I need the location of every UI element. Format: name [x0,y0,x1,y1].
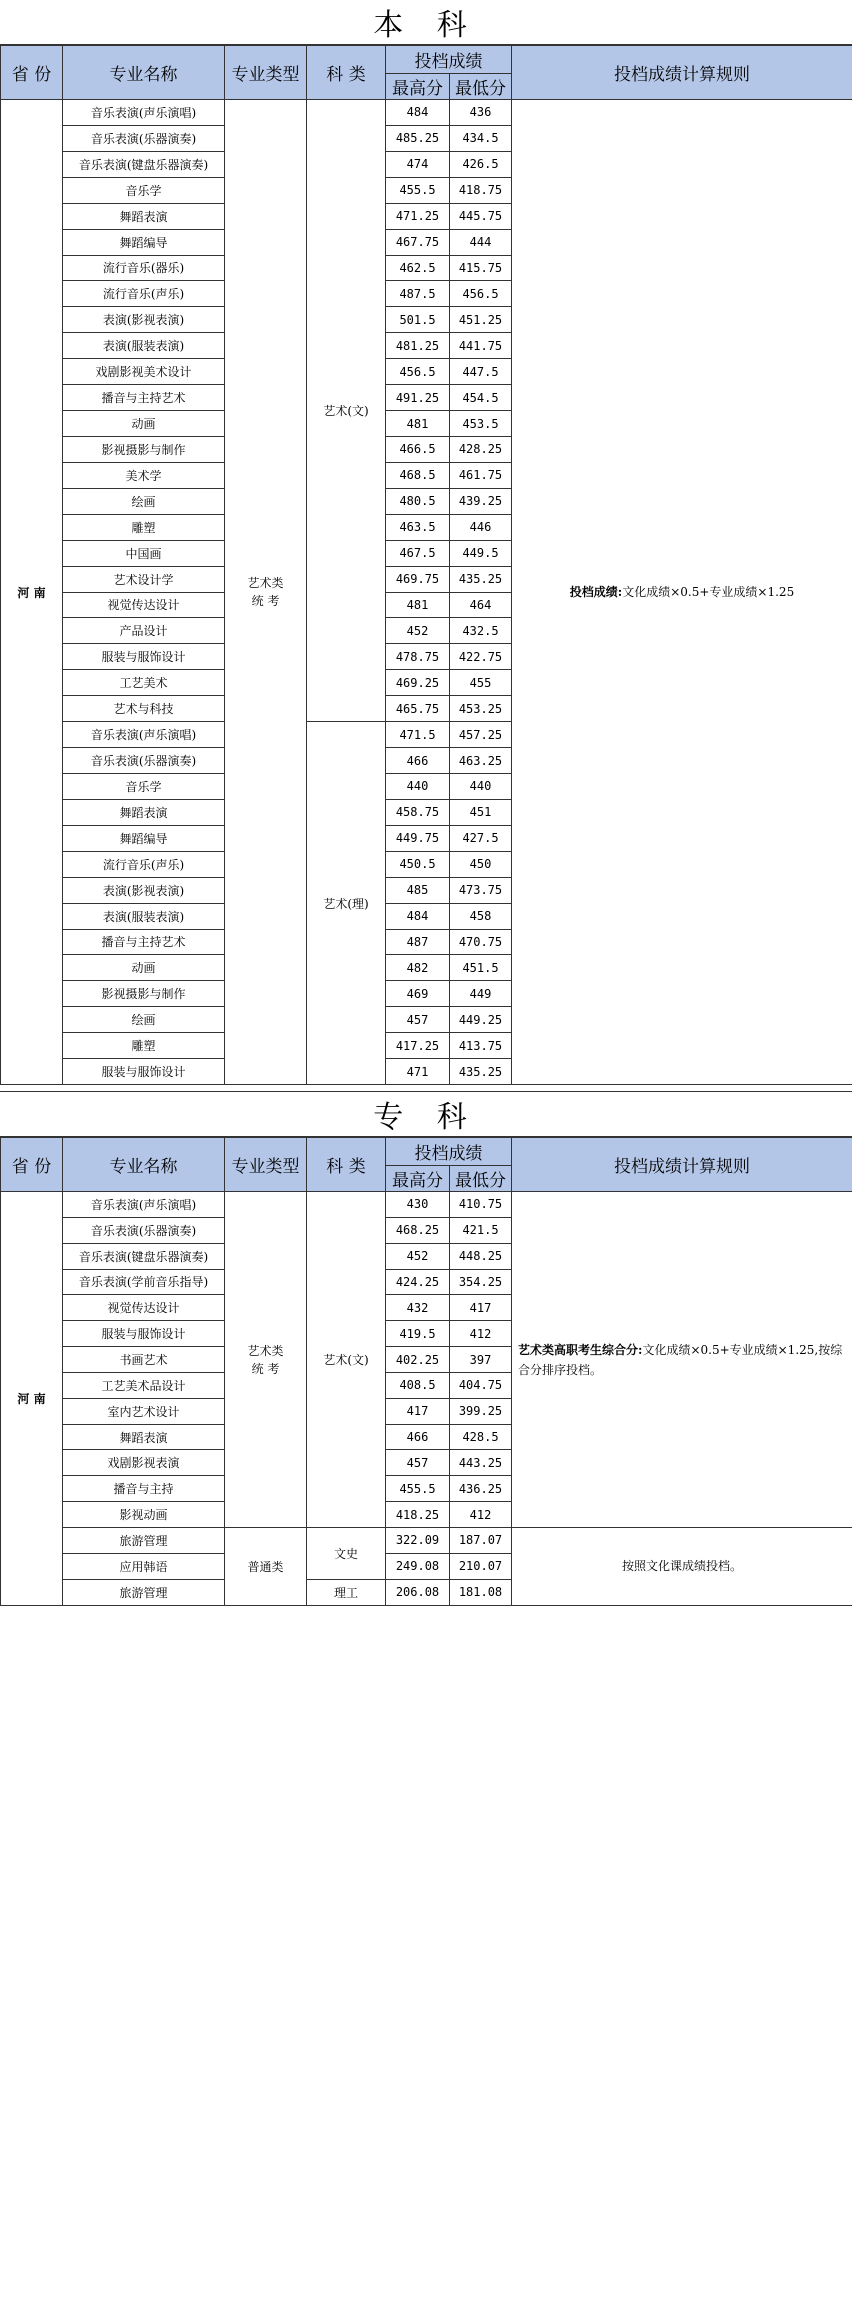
min-score-cell: 435.25 [450,1059,512,1085]
province-cell: 河 南 [1,1192,63,1606]
min-score-cell: 435.25 [450,566,512,592]
major-cell: 表演(影视表演) [63,877,225,903]
benke-title: 本 科 [0,0,852,45]
min-score-cell: 449 [450,981,512,1007]
max-score-cell: 501.5 [386,307,450,333]
major-cell: 音乐学 [63,773,225,799]
header-province: 省 份 [1,1138,63,1192]
major-cell: 音乐表演(学前音乐指导) [63,1269,225,1295]
major-cell: 音乐表演(声乐演唱) [63,100,225,126]
major-cell: 室内艺术设计 [63,1398,225,1424]
min-score-cell: 428.5 [450,1424,512,1450]
min-score-cell: 445.75 [450,203,512,229]
major-cell: 音乐表演(键盘乐器演奏) [63,1243,225,1269]
min-score-cell: 470.75 [450,929,512,955]
max-score-cell: 455.5 [386,177,450,203]
max-score-cell: 481 [386,592,450,618]
major-cell: 影视摄影与制作 [63,436,225,462]
max-score-cell: 482 [386,955,450,981]
min-score-cell: 451 [450,799,512,825]
max-score-cell: 468.5 [386,462,450,488]
major-cell: 音乐表演(乐器演奏) [63,748,225,774]
major-type-cell [225,1192,307,1528]
min-score-cell: 181.08 [450,1579,512,1605]
header-subject: 科 类 [307,46,386,100]
max-score-cell: 322.09 [386,1528,450,1554]
max-score-cell: 449.75 [386,825,450,851]
header-major-type: 专业类型 [225,46,307,100]
major-cell: 舞蹈表演 [63,799,225,825]
max-score-cell: 484 [386,903,450,929]
major-cell: 绘画 [63,1007,225,1033]
max-score-cell: 452 [386,618,450,644]
header-major-type: 专业类型 [225,1138,307,1192]
major-cell: 艺术与科技 [63,696,225,722]
min-score-cell: 426.5 [450,151,512,177]
min-score-cell: 448.25 [450,1243,512,1269]
min-score-cell: 422.75 [450,644,512,670]
header-rule: 投档成绩计算规则 [512,1138,852,1192]
header-max: 最高分 [386,1166,450,1192]
max-score-cell: 402.25 [386,1347,450,1373]
min-score-cell: 187.07 [450,1528,512,1554]
max-score-cell: 465.75 [386,696,450,722]
major-type-line: 统 考 [251,594,280,609]
subject-cell: 文史 [307,1528,386,1580]
max-score-cell: 487.5 [386,281,450,307]
header-min: 最低分 [450,74,512,100]
major-type-cell: 普通类 [225,1528,307,1606]
major-cell: 戏剧影视美术设计 [63,359,225,385]
max-score-cell: 481.25 [386,333,450,359]
major-type-line: 艺术类 [247,576,284,591]
min-score-cell: 436.25 [450,1476,512,1502]
major-type-line: 统 考 [251,1361,280,1376]
major-type-cell [225,100,307,1085]
major-cell: 视觉传达设计 [63,1295,225,1321]
rule-cell [512,100,852,1085]
min-score-cell: 354.25 [450,1269,512,1295]
max-score-cell: 469 [386,981,450,1007]
table-row [1,1528,852,1554]
header-major: 专业名称 [63,46,225,100]
major-cell: 表演(影视表演) [63,307,225,333]
min-score-cell: 449.5 [450,540,512,566]
benke-body [1,100,852,1085]
max-score-cell: 450.5 [386,851,450,877]
major-cell: 播音与主持 [63,1476,225,1502]
major-cell: 表演(服装表演) [63,333,225,359]
min-score-cell: 473.75 [450,877,512,903]
max-score-cell: 458.75 [386,799,450,825]
min-score-cell: 421.5 [450,1217,512,1243]
max-score-cell: 417.25 [386,1033,450,1059]
min-score-cell: 412 [450,1321,512,1347]
min-score-cell: 461.75 [450,462,512,488]
header-province: 省 份 [1,46,63,100]
major-cell: 流行音乐(器乐) [63,255,225,281]
rule-text: 文化成绩×0.5+专业成绩×1.25 [622,585,795,600]
max-score-cell: 478.75 [386,644,450,670]
min-score-cell: 443.25 [450,1450,512,1476]
major-cell: 旅游管理 [63,1528,225,1554]
max-score-cell: 463.5 [386,514,450,540]
max-score-cell: 485.25 [386,125,450,151]
major-cell: 中国画 [63,540,225,566]
table-row [1,100,852,126]
max-score-cell: 419.5 [386,1321,450,1347]
max-score-cell: 466 [386,748,450,774]
max-score-cell: 457 [386,1007,450,1033]
major-cell: 动画 [63,955,225,981]
major-cell: 音乐表演(声乐演唱) [63,1192,225,1218]
major-cell: 服装与服饰设计 [63,1059,225,1085]
min-score-cell: 412 [450,1502,512,1528]
header-score-group: 投档成绩 [386,46,512,74]
major-cell: 工艺美术品设计 [63,1372,225,1398]
header-subject: 科 类 [307,1138,386,1192]
min-score-cell: 417 [450,1295,512,1321]
province-cell: 河 南 [1,100,63,1085]
major-cell: 音乐表演(乐器演奏) [63,125,225,151]
min-score-cell: 441.75 [450,333,512,359]
max-score-cell: 408.5 [386,1372,450,1398]
major-type-line: 艺术类 [247,1343,284,1358]
major-cell: 工艺美术 [63,670,225,696]
max-score-cell: 467.5 [386,540,450,566]
min-score-cell: 455 [450,670,512,696]
major-cell: 动画 [63,411,225,437]
zhuanke-table [0,1137,852,1606]
major-cell: 艺术设计学 [63,566,225,592]
major-cell: 舞蹈表演 [63,1424,225,1450]
max-score-cell: 418.25 [386,1502,450,1528]
min-score-cell: 440 [450,773,512,799]
major-cell: 舞蹈编导 [63,229,225,255]
min-score-cell: 410.75 [450,1192,512,1218]
max-score-cell: 430 [386,1192,450,1218]
max-score-cell: 249.08 [386,1553,450,1579]
major-cell: 书画艺术 [63,1347,225,1373]
max-score-cell: 455.5 [386,1476,450,1502]
min-score-cell: 434.5 [450,125,512,151]
table-row [1,1192,852,1218]
major-cell: 影视动画 [63,1502,225,1528]
zhuanke-body [1,1192,852,1606]
max-score-cell: 457 [386,1450,450,1476]
major-cell: 舞蹈表演 [63,203,225,229]
min-score-cell: 404.75 [450,1372,512,1398]
max-score-cell: 462.5 [386,255,450,281]
max-score-cell: 481 [386,411,450,437]
min-score-cell: 450 [450,851,512,877]
major-cell: 美术学 [63,462,225,488]
min-score-cell: 418.75 [450,177,512,203]
benke-table [0,45,852,1085]
major-cell: 音乐学 [63,177,225,203]
header-score-group: 投档成绩 [386,1138,512,1166]
max-score-cell: 467.75 [386,229,450,255]
max-score-cell: 440 [386,773,450,799]
max-score-cell: 487 [386,929,450,955]
max-score-cell: 456.5 [386,359,450,385]
min-score-cell: 451.5 [450,955,512,981]
major-cell: 产品设计 [63,618,225,644]
major-cell: 流行音乐(声乐) [63,281,225,307]
min-score-cell: 463.25 [450,748,512,774]
min-score-cell: 453.5 [450,411,512,437]
major-cell: 播音与主持艺术 [63,385,225,411]
header-min: 最低分 [450,1166,512,1192]
major-cell: 服装与服饰设计 [63,644,225,670]
rule-label: 艺术类高职考生综合分: [518,1342,643,1357]
min-score-cell: 446 [450,514,512,540]
max-score-cell: 484 [386,100,450,126]
zhuanke-title: 专 科 [0,1091,852,1137]
max-score-cell: 471.5 [386,722,450,748]
rule-cell: 按照文化课成绩投档。 [512,1528,852,1606]
min-score-cell: 454.5 [450,385,512,411]
header-max: 最高分 [386,74,450,100]
major-cell: 播音与主持艺术 [63,929,225,955]
major-cell: 戏剧影视表演 [63,1450,225,1476]
rule-label: 投档成绩: [569,585,623,600]
major-cell: 应用韩语 [63,1553,225,1579]
subject-cell: 艺术(文) [307,100,386,722]
min-score-cell: 210.07 [450,1553,512,1579]
major-cell: 舞蹈编导 [63,825,225,851]
min-score-cell: 456.5 [450,281,512,307]
rule-cell [512,1192,852,1528]
min-score-cell: 458 [450,903,512,929]
min-score-cell: 457.25 [450,722,512,748]
max-score-cell: 466.5 [386,436,450,462]
major-cell: 雕塑 [63,514,225,540]
min-score-cell: 436 [450,100,512,126]
major-cell: 音乐表演(键盘乐器演奏) [63,151,225,177]
subject-cell: 艺术(理) [307,722,386,1085]
major-cell: 服装与服饰设计 [63,1321,225,1347]
major-cell: 视觉传达设计 [63,592,225,618]
min-score-cell: 397 [450,1347,512,1373]
min-score-cell: 427.5 [450,825,512,851]
max-score-cell: 474 [386,151,450,177]
major-cell: 绘画 [63,488,225,514]
major-cell: 流行音乐(声乐) [63,851,225,877]
rule-text: 文化成绩×0.5+专业成绩×1.25,按综合分排序投档。 [518,1342,843,1377]
major-cell: 音乐表演(声乐演唱) [63,722,225,748]
min-score-cell: 449.25 [450,1007,512,1033]
max-score-cell: 424.25 [386,1269,450,1295]
max-score-cell: 471.25 [386,203,450,229]
max-score-cell: 466 [386,1424,450,1450]
min-score-cell: 447.5 [450,359,512,385]
min-score-cell: 415.75 [450,255,512,281]
max-score-cell: 468.25 [386,1217,450,1243]
max-score-cell: 452 [386,1243,450,1269]
header-major: 专业名称 [63,1138,225,1192]
min-score-cell: 464 [450,592,512,618]
max-score-cell: 480.5 [386,488,450,514]
max-score-cell: 485 [386,877,450,903]
max-score-cell: 469.75 [386,566,450,592]
major-cell: 影视摄影与制作 [63,981,225,1007]
min-score-cell: 451.25 [450,307,512,333]
subject-cell: 艺术(文) [307,1192,386,1528]
max-score-cell: 206.08 [386,1579,450,1605]
major-cell: 音乐表演(乐器演奏) [63,1217,225,1243]
min-score-cell: 399.25 [450,1398,512,1424]
min-score-cell: 432.5 [450,618,512,644]
max-score-cell: 471 [386,1059,450,1085]
max-score-cell: 491.25 [386,385,450,411]
max-score-cell: 432 [386,1295,450,1321]
major-cell: 表演(服装表演) [63,903,225,929]
min-score-cell: 428.25 [450,436,512,462]
subject-cell: 理工 [307,1579,386,1605]
min-score-cell: 453.25 [450,696,512,722]
min-score-cell: 439.25 [450,488,512,514]
header-rule: 投档成绩计算规则 [512,46,852,100]
max-score-cell: 417 [386,1398,450,1424]
major-cell: 旅游管理 [63,1579,225,1605]
min-score-cell: 444 [450,229,512,255]
min-score-cell: 413.75 [450,1033,512,1059]
major-cell: 雕塑 [63,1033,225,1059]
max-score-cell: 469.25 [386,670,450,696]
